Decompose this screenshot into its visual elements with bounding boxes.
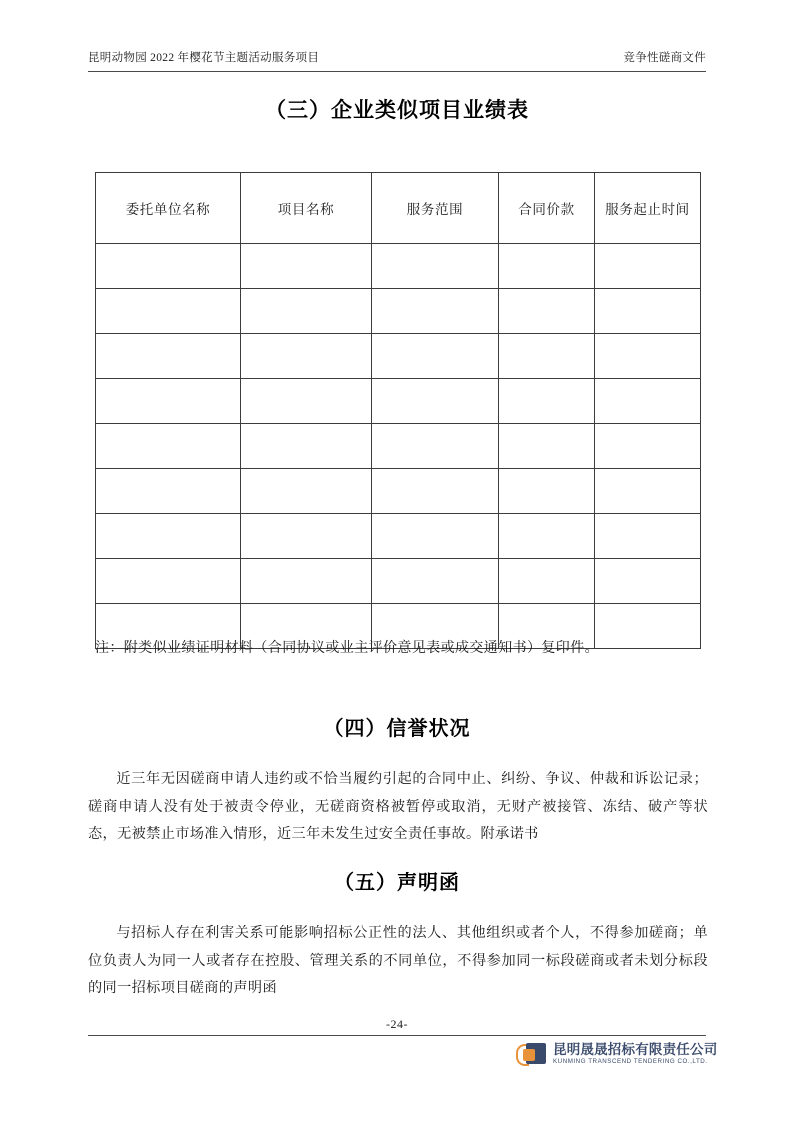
- cell-contract-price[interactable]: [499, 244, 595, 289]
- document-running-header: [88, 52, 706, 72]
- cell-client-name[interactable]: [96, 334, 241, 379]
- footer-divider: [88, 1035, 706, 1036]
- column-header-service-scope: 服务范围: [372, 173, 499, 244]
- cell-client-name[interactable]: [96, 514, 241, 559]
- cell-service-period[interactable]: [595, 289, 701, 334]
- table-row: [96, 514, 701, 559]
- cell-contract-price[interactable]: [499, 424, 595, 469]
- page-number: -24-: [386, 1017, 408, 1031]
- cell-client-name[interactable]: [96, 559, 241, 604]
- cell-service-scope[interactable]: [372, 289, 499, 334]
- cell-project-name[interactable]: [241, 424, 372, 469]
- header-project-name: 昆明动物园 2022 年樱花节主题活动服务项目: [88, 52, 320, 64]
- cell-project-name[interactable]: [241, 244, 372, 289]
- table-row: [96, 244, 701, 289]
- cell-project-name[interactable]: [241, 334, 372, 379]
- cell-contract-price[interactable]: [499, 469, 595, 514]
- cell-service-scope[interactable]: [372, 334, 499, 379]
- section-title-performance: （三）企业类似项目业绩表: [265, 99, 529, 122]
- cell-contract-price[interactable]: [499, 379, 595, 424]
- similar-project-performance-table: [95, 172, 701, 649]
- cell-service-period[interactable]: [595, 559, 701, 604]
- table-row: [96, 379, 701, 424]
- company-name-english: KUNMING TRANSCEND TENDERING CO.,LTD.: [553, 1057, 708, 1065]
- cell-client-name[interactable]: [96, 424, 241, 469]
- column-header-service-period: 服务起止时间: [595, 173, 701, 244]
- table-row: [96, 334, 701, 379]
- cell-service-scope[interactable]: [372, 424, 499, 469]
- cell-service-scope[interactable]: [372, 244, 499, 289]
- company-logo: [516, 1041, 717, 1067]
- company-name-chinese: 昆明晟晟招标有限责任公司: [553, 1041, 718, 1057]
- column-header-client-name: 委托单位名称: [96, 173, 241, 244]
- cell-service-period[interactable]: [595, 334, 701, 379]
- cell-client-name[interactable]: [96, 289, 241, 334]
- performance-table-note: 注：附类似业绩证明材料（合同协议或业主评价意见表或成交通知书）复印件。: [95, 641, 599, 656]
- table-row: [96, 559, 701, 604]
- cell-service-period[interactable]: [595, 469, 701, 514]
- cell-contract-price[interactable]: [499, 559, 595, 604]
- company-logo-text: [553, 1043, 717, 1066]
- cell-client-name[interactable]: [96, 244, 241, 289]
- cell-service-period[interactable]: [595, 244, 701, 289]
- cell-service-scope[interactable]: [372, 514, 499, 559]
- column-header-project-name: 项目名称: [241, 173, 372, 244]
- cell-contract-price[interactable]: [499, 289, 595, 334]
- header-document-type: 竞争性磋商文件: [623, 52, 706, 64]
- cell-contract-price[interactable]: [499, 334, 595, 379]
- table-row: [96, 469, 701, 514]
- cell-client-name[interactable]: [96, 469, 241, 514]
- cell-project-name[interactable]: [241, 289, 372, 334]
- cell-project-name[interactable]: [241, 514, 372, 559]
- logo-amber-square: [523, 1049, 535, 1061]
- cell-service-period[interactable]: [595, 514, 701, 559]
- company-logo-mark-icon: [516, 1041, 546, 1067]
- table-row: [96, 424, 701, 469]
- cell-contract-price[interactable]: [499, 514, 595, 559]
- cell-client-name[interactable]: [96, 379, 241, 424]
- table-header-row: [96, 173, 701, 244]
- cell-service-scope[interactable]: [372, 379, 499, 424]
- column-header-contract-price: 合同价款: [499, 173, 595, 244]
- cell-project-name[interactable]: [241, 469, 372, 514]
- section-title-declaration-letter: （五）声明函: [334, 872, 460, 894]
- section-title-credit-status: （四）信誉状况: [323, 718, 471, 740]
- credit-status-paragraph: 近三年无因磋商申请人违约或不恰当履约引起的合同中止、纠纷、争议、仲裁和诉讼记录；磋商申请人没有处于被责令停业，无磋商资格被暂停或取消，无财产被接管、冻结、破产等状态，无被禁止市场准入情形，近三年未发生过安全责任事故。附承诺书: [88, 771, 708, 843]
- declaration-letter-paragraph: 与招标人存在利害关系可能影响招标公正性的法人、其他组织或者个人，不得参加磋商；单位负责人为同一人或者存在控股、管理关系的不同单位，不得参加同一标段磋商或者未划分标段的同一招标项目磋商的声明函: [88, 925, 708, 997]
- table-row: [96, 289, 701, 334]
- cell-service-period[interactable]: [595, 424, 701, 469]
- cell-project-name[interactable]: [241, 379, 372, 424]
- cell-service-scope[interactable]: [372, 559, 499, 604]
- cell-project-name[interactable]: [241, 559, 372, 604]
- cell-service-scope[interactable]: [372, 469, 499, 514]
- cell-service-period[interactable]: [595, 379, 701, 424]
